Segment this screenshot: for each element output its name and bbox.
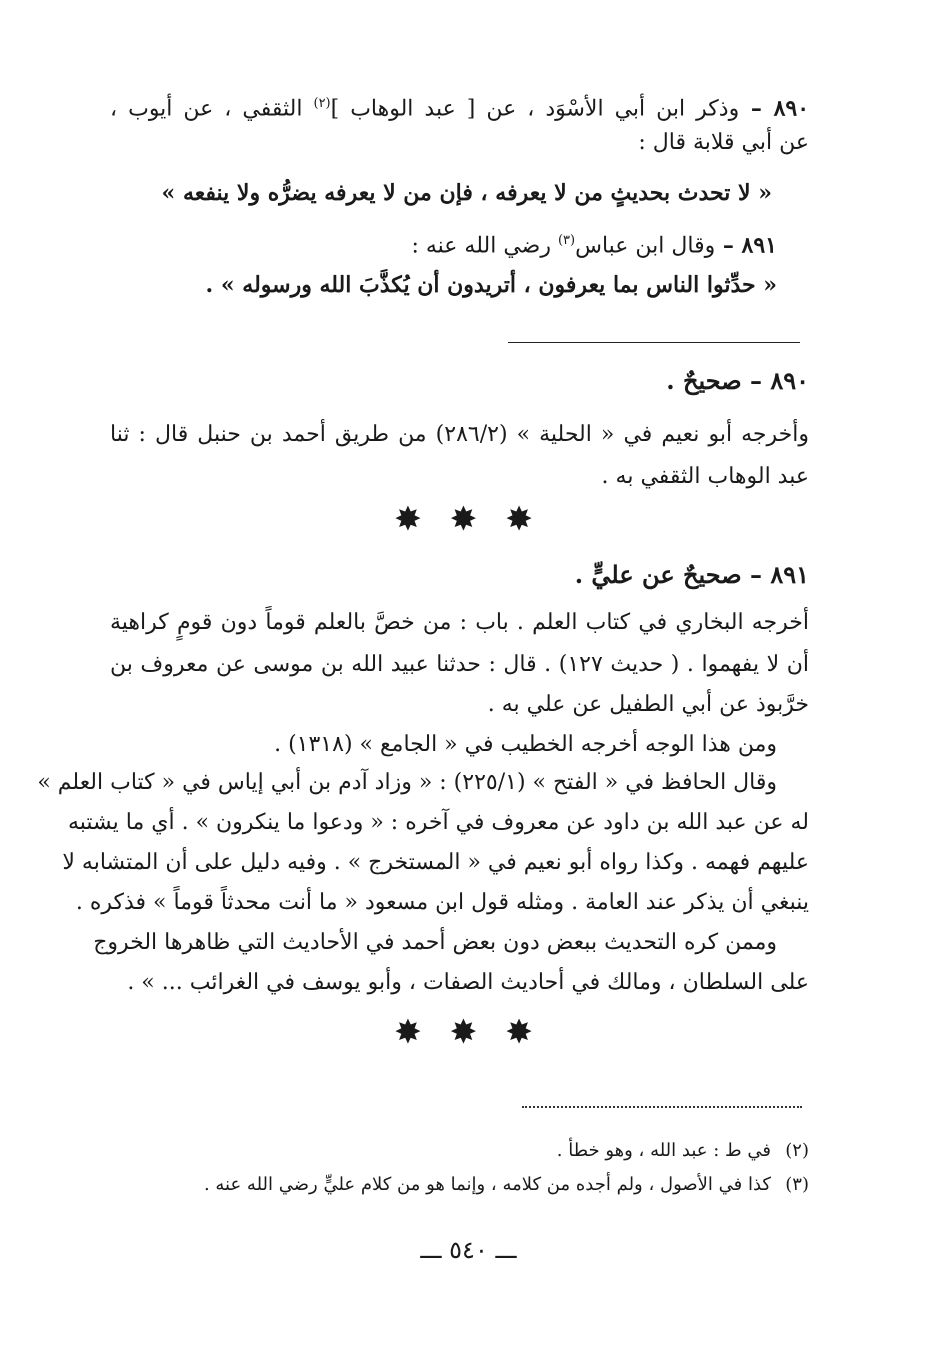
commentary-891-line: وممن كره التحديث ببعض دون بعض أحمد في الأحاديث التي ظاهرها الخروج bbox=[93, 930, 777, 955]
commentary-890-heading: ٨٩٠ – صحيحٌ . bbox=[666, 366, 809, 395]
commentary-891-line: خرَّبوذ عن أبي الطفيل عن علي به . bbox=[487, 692, 809, 717]
commentary-891-line: أن لا يفهموا . ( حديث ١٢٧) . قال : حدثنا عبيد الله بن موسى عن معروف بن bbox=[110, 652, 810, 677]
hadith-text: الثقفي ، عن أيوب ، bbox=[110, 96, 314, 122]
section-stars: ✸ ✸ ✸ bbox=[395, 1015, 542, 1050]
section-stars: ✸ ✸ ✸ bbox=[395, 502, 542, 537]
footnote-number: (٢) bbox=[785, 1140, 809, 1161]
footnote-separator bbox=[522, 1106, 802, 1108]
hadith-text: وذكر ابن أبي الأسْوَد ، عن [ عبد الوهاب ] bbox=[330, 96, 740, 122]
commentary-891-line: له عن عبد الله بن داود عن معروف في آخره : « ودعوا ما ينكرون » . أي ما يشتبه bbox=[67, 810, 809, 835]
commentary-891-heading: ٨٩١ – صحيحٌ عن عليٍّ . bbox=[574, 560, 809, 589]
commentary-891-line: ومن هذا الوجه أخرجه الخطيب في « الجامع » (١٣١٨) . bbox=[274, 732, 777, 757]
commentary-891-line: ينبغي أن يذكر عند العامة . ومثله قول ابن مسعود « ما أنت محدثاً قوماً » فذكره . bbox=[75, 890, 809, 915]
hadith-890-line-1 bbox=[110, 87, 809, 126]
footnote-number: (٣) bbox=[785, 1174, 809, 1195]
hadith-number: ٨٩١ – bbox=[715, 232, 777, 259]
hadith-891-line-1 bbox=[411, 224, 777, 263]
commentary-891-line: وقال الحافظ في « الفتح » (٢٢٥/١) : « وزاد آدم بن أبي إياس في « كتاب العلم » bbox=[37, 770, 777, 795]
commentary-890-line: وأخرجه أبو نعيم في « الحلية » (٢٨٦/٢) من طريق أحمد بن حنبل قال : ثنا bbox=[110, 422, 809, 447]
footnote-3 bbox=[204, 1171, 809, 1199]
footnote-ref: (٢) bbox=[313, 96, 331, 111]
hadith-number: ٨٩٠ – bbox=[739, 95, 810, 122]
separator-rule bbox=[508, 342, 800, 343]
hadith-890-quote: « لا تحدث بحديثٍ من لا يعرفه ، فإن من لا يعرفه يضرُّه ولا ينفعه » bbox=[161, 180, 772, 206]
hadith-891-quote: « حدِّثوا الناس بما يعرفون ، أتريدون أن يُكذَّبَ الله ورسوله » . bbox=[205, 272, 777, 298]
commentary-890-line: عبد الوهاب الثقفي به . bbox=[601, 464, 809, 489]
hadith-text: وقال ابن عباس bbox=[575, 233, 716, 259]
hadith-890-line-2: عن أبي قلابة قال : bbox=[638, 130, 809, 155]
footnote-ref: (٣) bbox=[557, 233, 576, 248]
commentary-891-line: عليهم فهمه . وكذا رواه أبو نعيم في « المستخرج » . وفيه دليل على أن المتشابه لا bbox=[62, 850, 809, 875]
hadith-text: رضي الله عنه : bbox=[411, 233, 558, 259]
commentary-891-line: أخرجه البخاري في كتاب العلم . باب : من خصَّ بالعلم قوماً دون قومٍ كراهية bbox=[110, 610, 809, 635]
commentary-891-line: على السلطان ، ومالك في أحاديث الصفات ، وأبو يوسف في الغرائب ... » . bbox=[127, 970, 809, 995]
footnote-2 bbox=[557, 1137, 809, 1165]
footnote-text: في ط : عبد الله ، وهو خطأ . bbox=[556, 1140, 771, 1161]
page-number: ـــ ٥٤٠ ـــ bbox=[420, 1236, 517, 1264]
footnote-text: كذا في الأصول ، ولم أجده من كلامه ، وإنما هو من كلام عليٍّ رضي الله عنه . bbox=[203, 1174, 771, 1195]
